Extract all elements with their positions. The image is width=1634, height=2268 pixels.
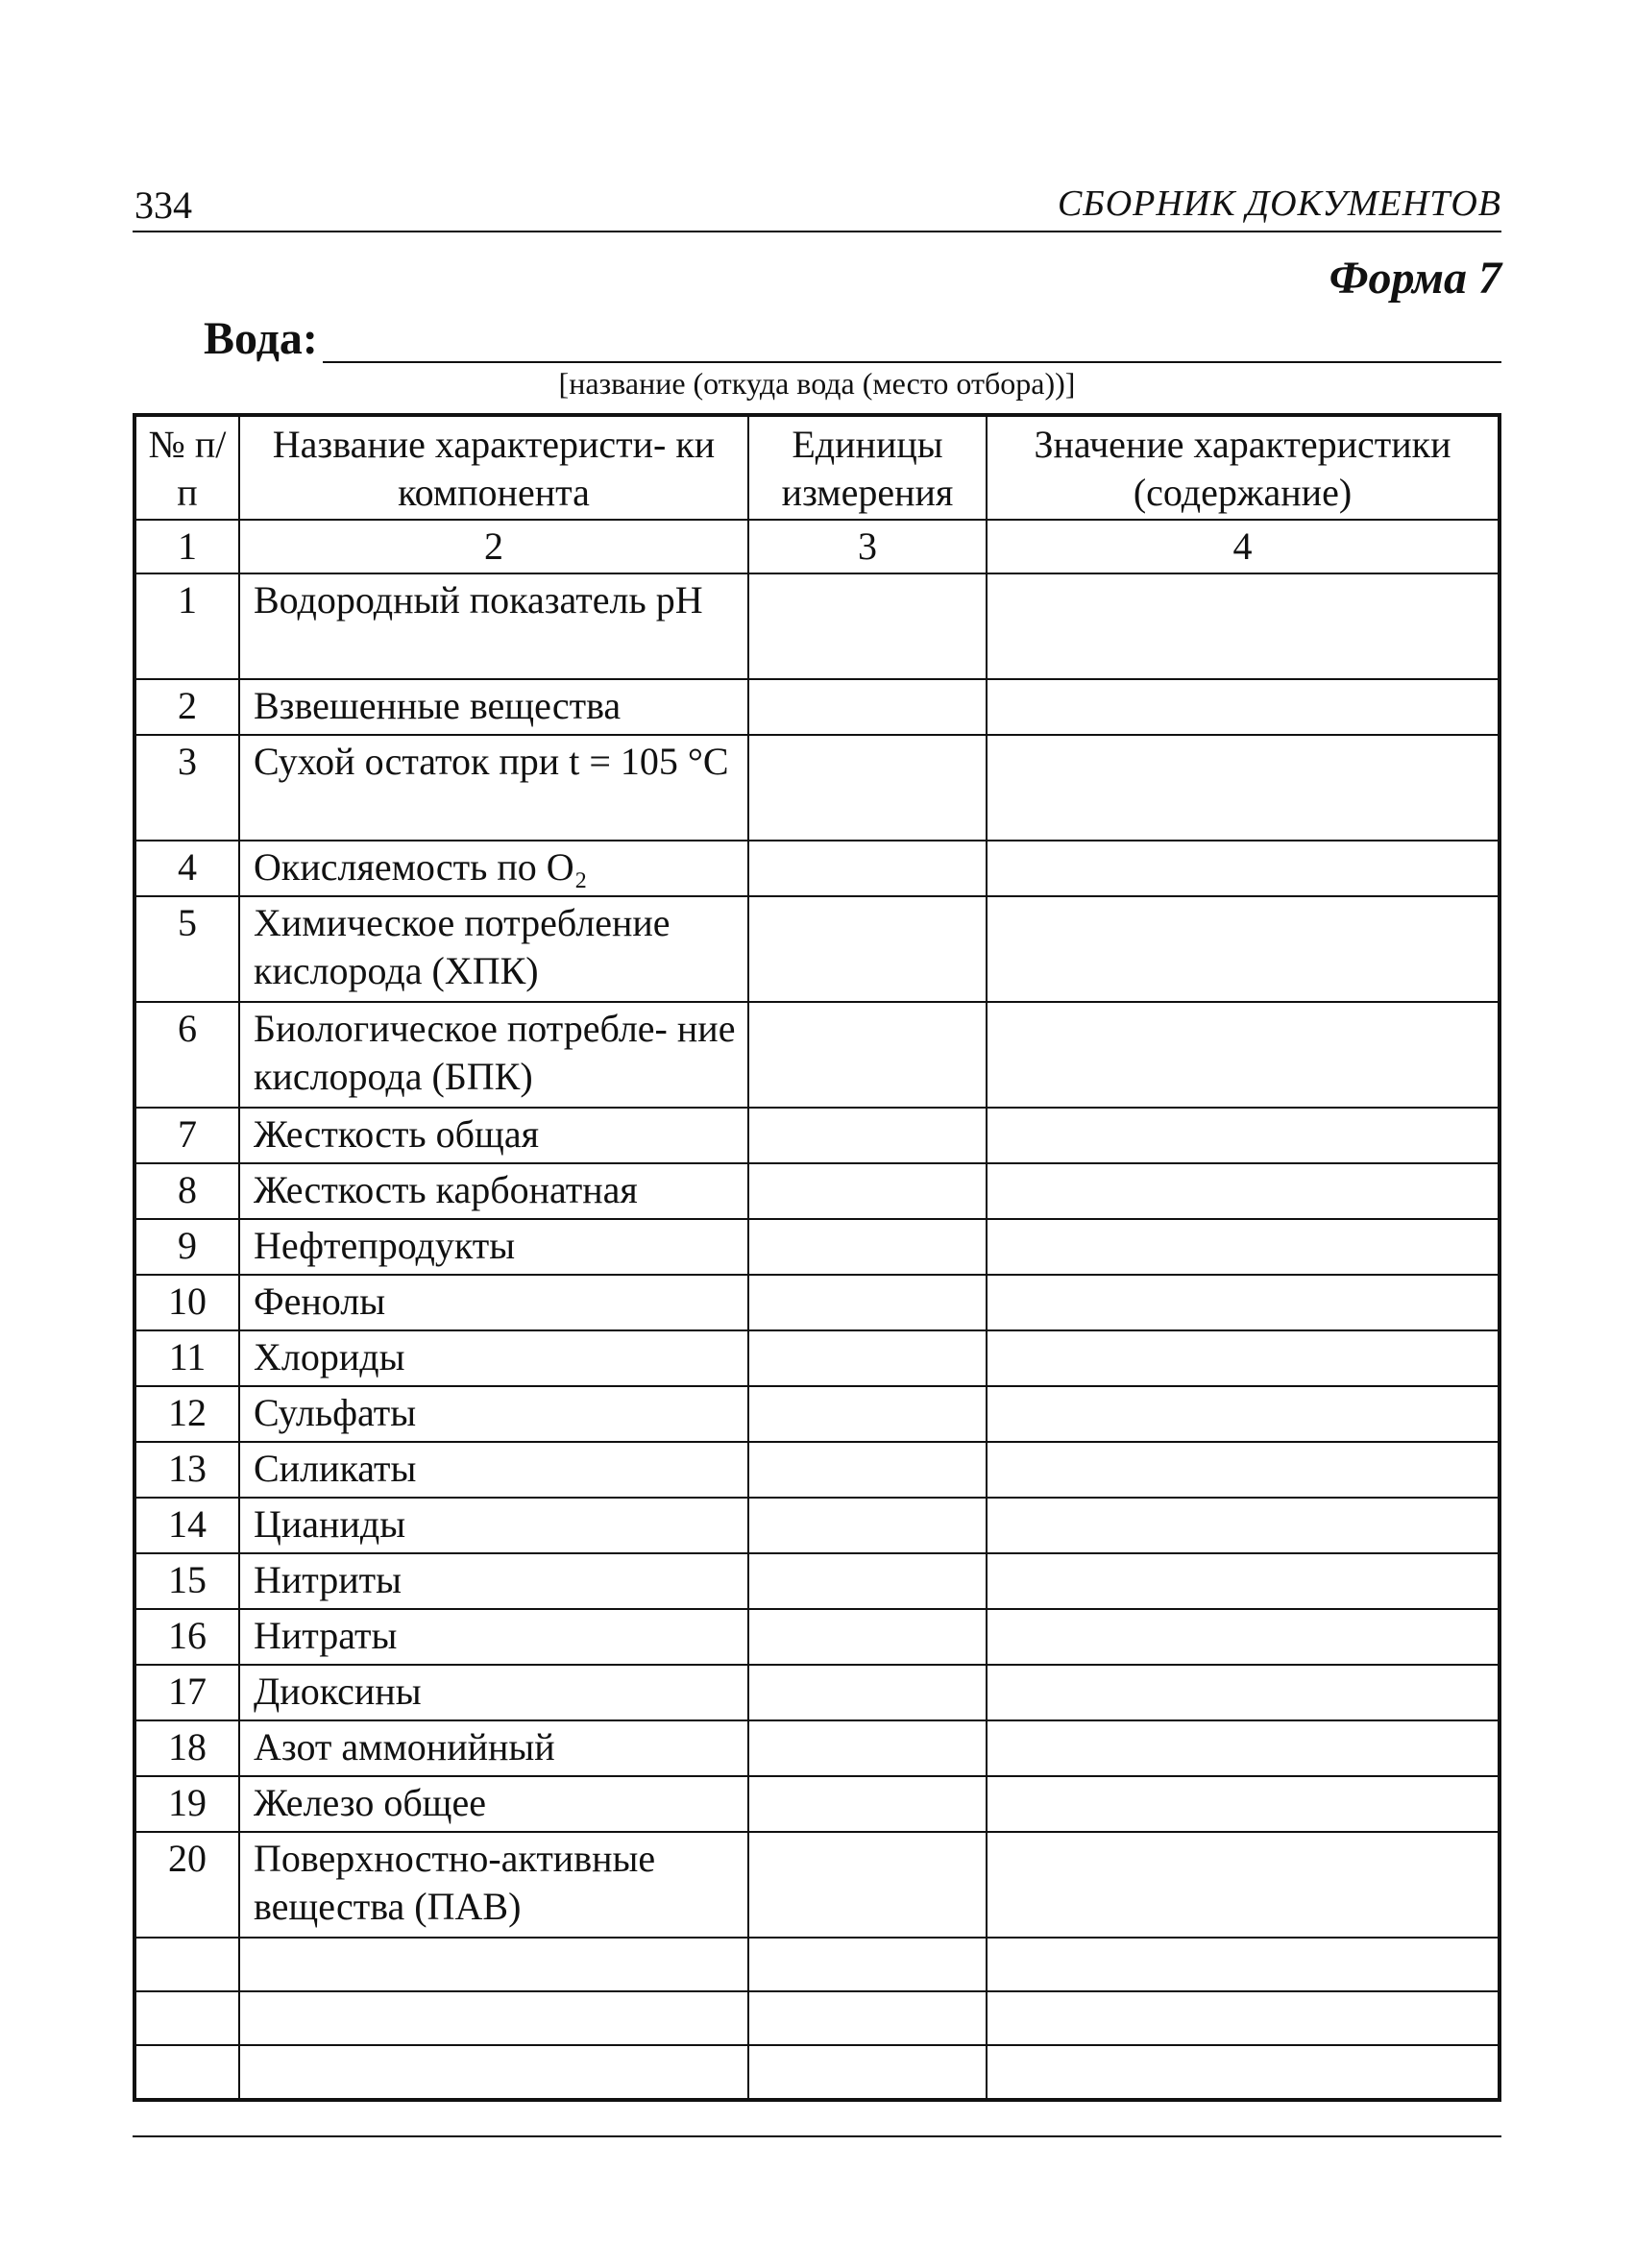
value-cell[interactable] <box>987 1219 1500 1275</box>
units-cell[interactable] <box>748 1442 987 1498</box>
row-number: 20 <box>134 1832 239 1938</box>
form-label: Форма 7 <box>1329 253 1501 304</box>
units-cell[interactable] <box>748 2045 987 2100</box>
characteristic-name: Жесткость карбонатная <box>239 1163 748 1219</box>
characteristic-name: Цианиды <box>239 1498 748 1553</box>
table-header-row <box>134 415 1500 520</box>
empty-row <box>134 1991 1500 2045</box>
row-number: 7 <box>134 1108 239 1163</box>
page-number: 334 <box>134 183 192 227</box>
table-row <box>134 1219 1500 1275</box>
table-row <box>134 1108 1500 1163</box>
row-number: 6 <box>134 1002 239 1108</box>
table-row <box>134 1442 1500 1498</box>
table-row <box>134 896 1500 1002</box>
table-row <box>134 679 1500 735</box>
value-cell[interactable] <box>987 1938 1500 1991</box>
table-row <box>134 1163 1500 1219</box>
characteristic-name: Сульфаты <box>239 1386 748 1442</box>
row-number: 1 <box>134 573 239 679</box>
value-cell[interactable] <box>987 1609 1500 1665</box>
row-number: 3 <box>134 735 239 841</box>
characteristic-name: Диоксины <box>239 1665 748 1720</box>
characteristic-name: Химическое потребление кислорода (ХПК) <box>239 896 748 1002</box>
header-units: Единицы измерения <box>748 415 987 520</box>
characteristic-name: Хлориды <box>239 1330 748 1386</box>
units-cell[interactable] <box>748 679 987 735</box>
table-row <box>134 735 1500 841</box>
value-cell[interactable] <box>987 1832 1500 1938</box>
row-number: 18 <box>134 1720 239 1776</box>
row-number: 10 <box>134 1275 239 1330</box>
empty-row <box>134 2045 1500 2100</box>
units-cell[interactable] <box>748 841 987 896</box>
units-cell[interactable] <box>748 896 987 1002</box>
row-number: 19 <box>134 1776 239 1832</box>
units-cell[interactable] <box>748 1938 987 1991</box>
table-row <box>134 1665 1500 1720</box>
characteristic-name: Нитраты <box>239 1609 748 1665</box>
header-rule <box>133 231 1501 232</box>
units-cell[interactable] <box>748 1553 987 1609</box>
row-number: 11 <box>134 1330 239 1386</box>
characteristic-name: Окисляемость по O₂ <box>239 841 748 896</box>
characteristic-name: Биологическое потребле- ние кислорода (БПК) <box>239 1002 748 1108</box>
characteristic-name: Водородный показатель pH <box>239 573 748 679</box>
row-number: 15 <box>134 1553 239 1609</box>
value-cell[interactable] <box>987 1776 1500 1832</box>
units-cell[interactable] <box>748 1991 987 2045</box>
value-cell[interactable] <box>987 2045 1500 2100</box>
units-cell[interactable] <box>748 1163 987 1219</box>
value-cell[interactable] <box>987 1163 1500 1219</box>
value-cell[interactable] <box>987 1442 1500 1498</box>
row-number: 17 <box>134 1665 239 1720</box>
characteristic-name[interactable] <box>239 1991 748 2045</box>
table-row <box>134 1609 1500 1665</box>
column-number-row <box>134 520 1500 573</box>
value-cell[interactable] <box>987 1386 1500 1442</box>
row-number: 12 <box>134 1386 239 1442</box>
characteristic-name: Железо общее <box>239 1776 748 1832</box>
value-cell[interactable] <box>987 1498 1500 1553</box>
value-cell[interactable] <box>987 573 1500 679</box>
units-cell[interactable] <box>748 1498 987 1553</box>
value-cell[interactable] <box>987 1108 1500 1163</box>
units-cell[interactable] <box>748 1275 987 1330</box>
units-cell[interactable] <box>748 1720 987 1776</box>
value-cell[interactable] <box>987 679 1500 735</box>
characteristic-name: Поверхностно-активные вещества (ПАВ) <box>239 1832 748 1938</box>
row-number: 8 <box>134 1163 239 1219</box>
table-row <box>134 1553 1500 1609</box>
header-name: Название характеристи- ки компонента <box>239 415 748 520</box>
row-number[interactable] <box>134 1938 239 1991</box>
table-row <box>134 841 1500 896</box>
row-number: 16 <box>134 1609 239 1665</box>
row-number: 13 <box>134 1442 239 1498</box>
column-number: 2 <box>239 520 748 573</box>
footer-rule <box>133 2135 1501 2137</box>
value-cell[interactable] <box>987 735 1500 841</box>
water-field <box>204 312 1501 370</box>
column-number: 1 <box>134 520 239 573</box>
value-cell[interactable] <box>987 841 1500 896</box>
running-title: СБОРНИК ДОКУМЕНТОВ <box>1057 183 1501 224</box>
characteristic-name: Сухой остаток при t = 105 °С <box>239 735 748 841</box>
value-cell[interactable] <box>987 1665 1500 1720</box>
value-cell[interactable] <box>987 1330 1500 1386</box>
row-number: 5 <box>134 896 239 1002</box>
table-row <box>134 573 1500 679</box>
characteristic-name: Нитриты <box>239 1553 748 1609</box>
characteristic-name: Жесткость общая <box>239 1108 748 1163</box>
characteristic-name: Силикаты <box>239 1442 748 1498</box>
water-label: Вода: <box>204 313 318 364</box>
units-cell[interactable] <box>748 1832 987 1938</box>
units-cell[interactable] <box>748 1002 987 1108</box>
water-characteristics-table <box>133 413 1501 2102</box>
characteristic-name: Взвешенные вещества <box>239 679 748 735</box>
water-hint: [название (откуда вода (место отбора))] <box>558 366 1076 401</box>
table-row <box>134 1498 1500 1553</box>
value-cell[interactable] <box>987 1002 1500 1108</box>
table-row <box>134 1330 1500 1386</box>
table-row <box>134 1832 1500 1938</box>
row-number: 14 <box>134 1498 239 1553</box>
empty-row <box>134 1938 1500 1991</box>
units-cell[interactable] <box>748 573 987 679</box>
value-cell[interactable] <box>987 1553 1500 1609</box>
table-row <box>134 1776 1500 1832</box>
table-row <box>134 1275 1500 1330</box>
units-cell[interactable] <box>748 1665 987 1720</box>
row-number: 2 <box>134 679 239 735</box>
value-cell[interactable] <box>987 1275 1500 1330</box>
characteristic-name: Нефтепродукты <box>239 1219 748 1275</box>
value-cell[interactable] <box>987 1720 1500 1776</box>
column-number: 4 <box>987 520 1500 573</box>
row-number[interactable] <box>134 1991 239 2045</box>
units-cell[interactable] <box>748 1219 987 1275</box>
header-value: Значение характеристики (содержание) <box>987 415 1500 520</box>
characteristic-name: Фенолы <box>239 1275 748 1330</box>
units-cell[interactable] <box>748 1776 987 1832</box>
table-row <box>134 1002 1500 1108</box>
units-cell[interactable] <box>748 1108 987 1163</box>
column-number: 3 <box>748 520 987 573</box>
table-row <box>134 1386 1500 1442</box>
units-cell[interactable] <box>748 1609 987 1665</box>
units-cell[interactable] <box>748 1330 987 1386</box>
characteristic-name[interactable] <box>239 1938 748 1991</box>
characteristic-name: Азот аммонийный <box>239 1720 748 1776</box>
value-cell[interactable] <box>987 1991 1500 2045</box>
row-number: 9 <box>134 1219 239 1275</box>
table-row <box>134 1720 1500 1776</box>
units-cell[interactable] <box>748 735 987 841</box>
header-number: № п/п <box>134 415 239 520</box>
units-cell[interactable] <box>748 1386 987 1442</box>
value-cell[interactable] <box>987 896 1500 1002</box>
characteristic-name[interactable] <box>239 2045 748 2100</box>
row-number[interactable] <box>134 2045 239 2100</box>
water-blank-line[interactable] <box>323 361 1501 363</box>
row-number: 4 <box>134 841 239 896</box>
